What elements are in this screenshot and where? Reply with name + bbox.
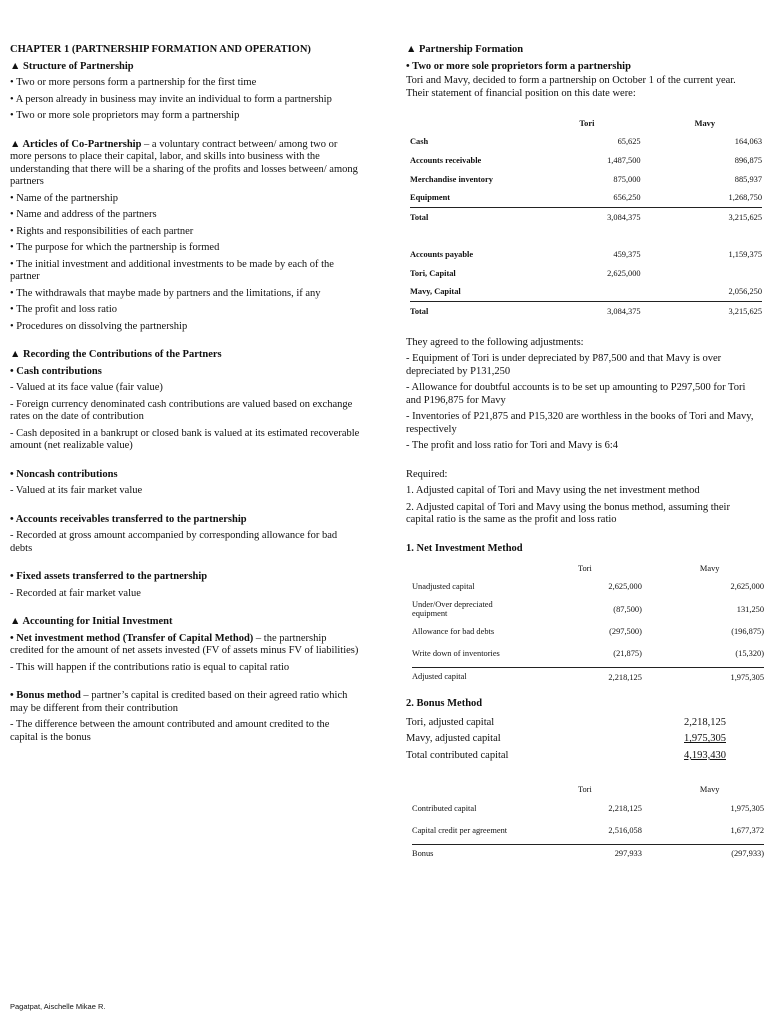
cash-item: - Valued at its face value (fair value) <box>10 382 163 393</box>
table-row <box>412 799 764 818</box>
ar-heading: • Accounts receivables transferred to the partnership <box>10 513 247 525</box>
formation-intro: Tori and Mavy, decided to form a partnership on October 1 of the current year. Their statement of financial position on this date were: <box>406 75 736 99</box>
summary-label: Tori, adjusted capital <box>406 716 495 728</box>
cell-value: (297,933) <box>642 844 764 863</box>
column-header-tori: Tori <box>577 785 592 795</box>
summary-value: 4,193,430 <box>684 749 726 761</box>
cell-value: 896,875 <box>734 155 762 165</box>
financial-position-table <box>410 114 762 321</box>
row-label: Accounts receivable <box>410 155 482 165</box>
cell-value: 459,375 <box>613 249 641 259</box>
cell-value: 1,268,750 <box>728 193 762 203</box>
articles-bullet: • The withdrawals that maybe made by partners and the limitations, if any <box>10 287 321 299</box>
articles-bullet: • The profit and loss ratio <box>10 304 118 315</box>
cell-value: 164,063 <box>734 137 762 147</box>
structure-bullet: • Two or more sole proprietors may form a partnership <box>10 110 240 121</box>
required-label: Required: <box>406 468 448 480</box>
required-item: 1. Adjusted capital of Tori and Mavy using the net investment method <box>406 485 700 497</box>
cell-value: 1,677,372 <box>730 826 764 836</box>
cell-value: (87,500) <box>613 604 642 614</box>
cell-value: 3,084,375 <box>529 301 640 320</box>
cell-value: 2,625,000 <box>730 582 764 592</box>
cell-value: 3,084,375 <box>529 207 640 226</box>
bonus-table <box>412 780 764 863</box>
table-row <box>412 641 764 668</box>
row-label: Tori, Capital <box>410 268 456 278</box>
articles-bullet: • Name of the partnership <box>10 192 119 204</box>
cell-value: 2,625,000 <box>608 582 642 592</box>
cell-value: (21,875) <box>613 649 642 659</box>
cell-value: 2,625,000 <box>607 268 641 278</box>
noncash-item: - Valued at its fair market value <box>10 485 143 496</box>
structure-bullet: • Two or more persons form a partnership for the first time <box>10 77 257 88</box>
cash-item: - Foreign currency denominated cash contributions are valued based on exchange rates on the date of contribution <box>10 398 353 422</box>
row-label: Cash <box>410 137 429 147</box>
articles-definition: – a voluntary contract between/ among two or more persons to place their capital, labor, and skills into business with the understanding that there will be a sharing of the profits and losses between/ among partners <box>10 138 358 187</box>
row-label: Write down of inventories <box>412 649 500 659</box>
articles-paragraph <box>10 139 360 189</box>
fixed-item: - Recorded at fair market value <box>10 587 141 599</box>
table-row <box>412 578 764 597</box>
bonus-method-heading: • Bonus method <box>10 690 81 701</box>
total-row <box>410 207 762 226</box>
table-row <box>412 596 764 622</box>
articles-bullet: • Rights and responsibilities of each partner <box>10 225 194 237</box>
table-header-row <box>412 780 764 799</box>
row-label: Contributed capital <box>412 803 477 813</box>
cell-value: 297,933 <box>526 844 642 863</box>
formation-subheading: • Two or more sole proprietors form a partnership <box>406 60 631 72</box>
recording-heading: ▲ Recording the Contributions of the Partners <box>10 349 222 360</box>
fixed-heading: • Fixed assets transferred to the partnership <box>10 571 208 582</box>
row-label: Bonus <box>412 844 526 863</box>
table-row <box>410 133 762 152</box>
cell-value: 3,215,625 <box>641 301 762 320</box>
row-label: Mavy, Capital <box>410 287 461 297</box>
table-row <box>412 818 764 845</box>
table-row <box>410 188 762 207</box>
table-row <box>410 245 762 264</box>
cash-heading: • Cash contributions <box>10 365 102 377</box>
adjustment-item: - Equipment of Tori is under depreciated by P87,500 and that Mavy is over depreciated by P131,250 <box>406 353 722 377</box>
cell-value: 3,215,625 <box>641 207 762 226</box>
bonus-method-item: - The difference between the amount contributed and amount credited to the capital is the bonus <box>10 719 330 743</box>
cell-value: 2,218,125 <box>526 667 642 686</box>
total-row <box>410 301 762 320</box>
bonus-method-paragraph <box>10 690 360 715</box>
column-header-mavy: Mavy <box>694 118 716 128</box>
articles-bullet: • The initial investment and additional investments to be made by each of the partner <box>10 258 334 282</box>
column-header-mavy: Mavy <box>699 785 720 795</box>
row-label: Equipment <box>410 193 451 203</box>
right-column <box>406 44 764 863</box>
required-item: 2. Adjusted capital of Tori and Mavy using the bonus method, assuming their capital ratio is the same as the profit and loss ratio <box>406 501 730 526</box>
column-header-tori: Tori <box>579 118 595 128</box>
row-label: Capital credit per agreement <box>412 825 508 835</box>
summary-value: 1,975,305 <box>684 733 726 745</box>
row-label: Allowance for bad debts <box>412 626 495 636</box>
cell-value: 2,516,058 <box>608 826 642 836</box>
net-investment-item: - This will happen if the contributions ratio is equal to capital ratio <box>10 661 290 673</box>
column-header-tori: Tori <box>577 563 592 573</box>
left-column <box>10 44 360 748</box>
noncash-heading: • Noncash contributions <box>10 468 118 480</box>
articles-bullet: • Procedures on dissolving the partnership <box>10 320 188 332</box>
summary-label: Total contributed capital <box>406 749 509 761</box>
chapter-title: CHAPTER 1 (PARTNERSHIP FORMATION AND OPERATION) <box>10 44 311 55</box>
cell-value: (297,500) <box>609 627 642 637</box>
net-investment-heading: • Net investment method (Transfer of Capital Method) <box>10 632 254 644</box>
cell-value: 1,975,305 <box>730 803 764 813</box>
articles-heading: ▲ Articles of Co-Partnership <box>10 138 142 150</box>
summary-label: Mavy, adjusted capital <box>406 733 501 745</box>
summary-value: 2,218,125 <box>684 716 726 728</box>
total-row <box>412 667 764 686</box>
row-label: Adjusted capital <box>412 667 526 686</box>
cell-value: 2,218,125 <box>608 803 642 813</box>
cell-value <box>529 282 640 301</box>
row-label: Accounts payable <box>410 249 474 259</box>
row-label: Under/Over depreciated equipment <box>412 599 493 619</box>
articles-bullet: • The purpose for which the partnership is formed <box>10 242 220 253</box>
row-label: Total <box>410 301 529 320</box>
cell-value: 131,250 <box>736 604 764 614</box>
formation-heading: ▲ Partnership Formation <box>406 44 524 55</box>
cell-value: 875,000 <box>613 174 641 184</box>
adjustments-intro: They agreed to the following adjustments: <box>406 336 584 348</box>
table-header-row <box>410 114 762 133</box>
accounting-heading: ▲ Accounting for Initial Investment <box>10 616 173 627</box>
cell-value: 65,625 <box>617 137 641 147</box>
row-label: Total <box>410 207 529 226</box>
total-row <box>412 844 764 863</box>
structure-heading: ▲ Structure of Partnership <box>10 60 134 72</box>
adjustment-item: - Inventories of P21,875 and P15,320 are worthless in the books of Tori and Mavy, respectively <box>406 411 754 435</box>
net-investment-definition: – the partnership credited for the amount of net assets invested (FV of assets minus FV of liabilities) <box>10 632 359 656</box>
row-label: Merchandise inventory <box>410 174 493 184</box>
cell-value: 1,159,375 <box>728 249 762 259</box>
articles-bullet: • Name and address of the partners <box>10 209 157 220</box>
ar-item: - Recorded at gross amount accompanied by corresponding allowance for bad debts <box>10 530 338 554</box>
table-row <box>412 622 764 641</box>
cell-value <box>641 264 762 283</box>
cash-item: - Cash deposited in a bankrupt or closed bank is valued at its estimated recoverable amount (net realizable value) <box>10 427 360 451</box>
cell-value: 885,937 <box>734 174 762 184</box>
column-header-mavy: Mavy <box>699 563 720 573</box>
bonus-method-definition: – partner’s capital is credited based on their agreed ratio which may be different from their contribution <box>10 690 348 714</box>
table-header-row <box>412 559 764 578</box>
author-footer: Pagatpat, Aischelle Mikae R. <box>10 1002 106 1011</box>
cell-value: (15,320) <box>735 649 764 659</box>
bonus-summary <box>406 715 758 765</box>
net-investment-paragraph <box>10 633 360 658</box>
net-investment-method-heading: 1. Net Investment Method <box>406 542 523 554</box>
bonus-method-section-heading: 2. Bonus Method <box>406 698 483 710</box>
adjustment-item: - Allowance for doubtful accounts is to be set up amounting to P297,500 for Tori and P196,875 for Mavy <box>406 382 746 406</box>
cell-value: 1,975,305 <box>642 667 764 686</box>
structure-bullet: • A person already in business may invite an individual to form a partnership <box>10 93 332 105</box>
table-row <box>410 282 762 301</box>
cell-value: 2,056,250 <box>728 287 762 297</box>
table-row <box>410 151 762 170</box>
table-row <box>410 170 762 189</box>
net-investment-table <box>412 559 764 686</box>
table-row <box>410 264 762 283</box>
row-label: Unadjusted capital <box>412 582 475 592</box>
cell-value: (196,875) <box>731 627 764 637</box>
cell-value: 656,250 <box>613 193 641 203</box>
cell-value: 1,487,500 <box>607 155 641 165</box>
adjustment-item: - The profit and loss ratio for Tori and Mavy is 6:4 <box>406 440 619 452</box>
